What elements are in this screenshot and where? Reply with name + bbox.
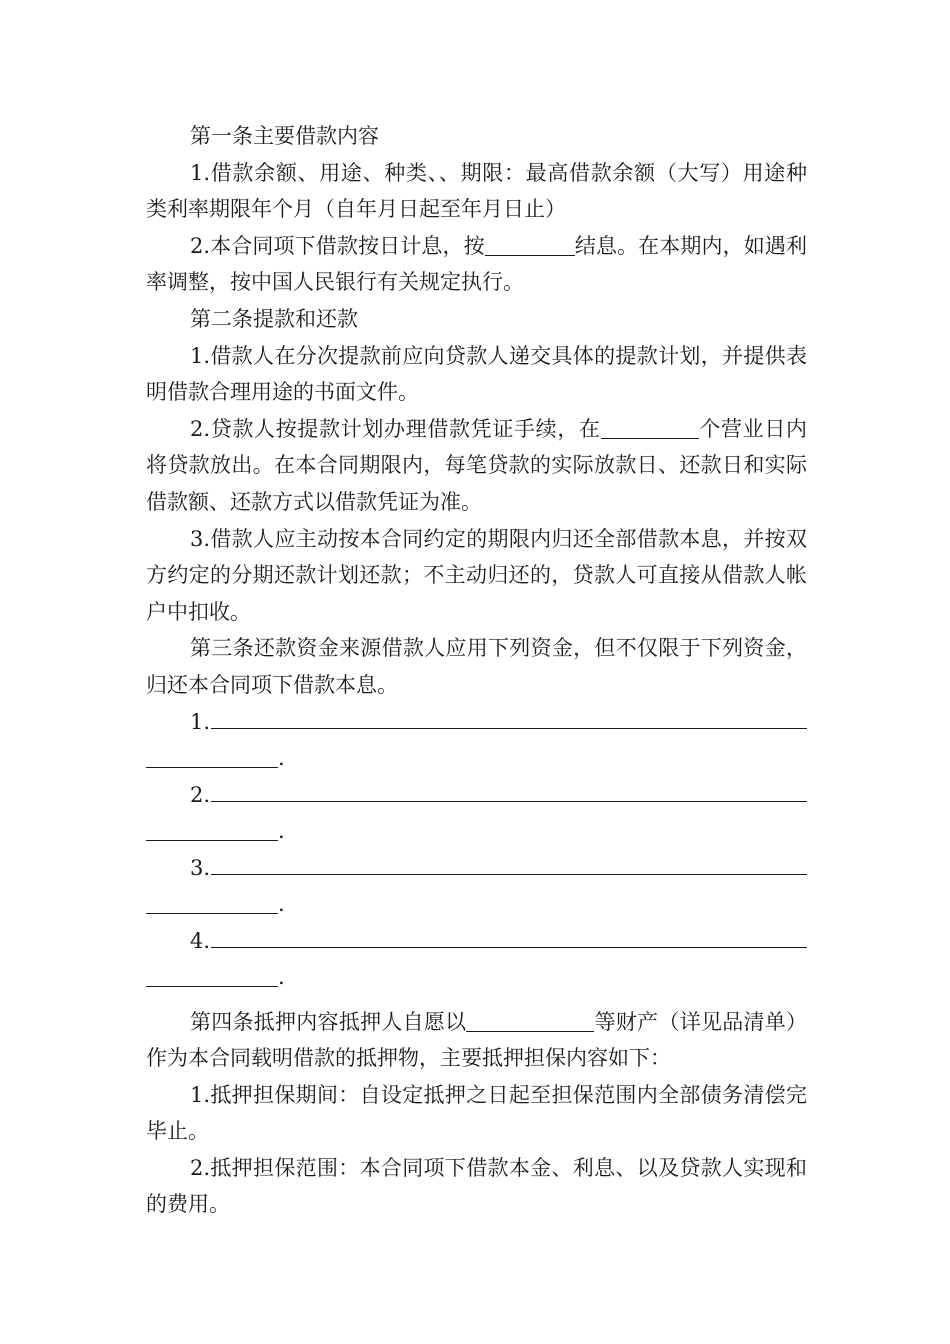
article4-item1: 1.抵押担保期间：自设定抵押之日起至担保范围内全部债务清偿完毕止。: [146, 1082, 807, 1144]
blank-field[interactable]: [466, 1009, 594, 1032]
fill-item-end: .: [278, 819, 285, 844]
blank-field[interactable]: [211, 706, 807, 729]
blank-field[interactable]: [146, 818, 278, 841]
article2-item2: [146, 411, 807, 521]
article2-heading: 第二条提款和还款: [190, 306, 358, 331]
blank-field[interactable]: [146, 745, 278, 768]
article4-text-pre: 第四条抵押内容抵押人自愿以: [190, 1009, 467, 1034]
blank-field[interactable]: [211, 852, 807, 875]
fill-item-number: 2.: [190, 782, 211, 807]
fill-item-end: .: [278, 965, 285, 990]
article4-item2: 2.抵押担保范围：本合同项下借款本金、利息、以及贷款人实现和的费用。: [146, 1155, 807, 1217]
blank-field[interactable]: [146, 891, 278, 914]
article1-heading: 第一条主要借款内容: [190, 124, 379, 148]
article4-text: [146, 1004, 807, 1077]
article3-text: 第三条还款资金来源借款人应用下列资金，但不仅限于下列资金，归还本合同项下借款本息。: [146, 636, 807, 697]
article4-text-post: 等财产（详见品清单）作为本合同载明借款的抵押物，主要抵押担保内容如下：: [146, 1009, 807, 1071]
blank-field[interactable]: [485, 233, 575, 256]
fill-item-3: [146, 850, 807, 923]
blank-field[interactable]: [601, 416, 699, 439]
fill-item-number: 1.: [190, 709, 211, 734]
article1-item2: [146, 228, 807, 301]
fill-item-4: [146, 923, 807, 996]
blank-field[interactable]: [211, 925, 807, 948]
article1-item2-text-post: 结息。在本期内，如遇利率调整，按中国人民银行有关规定执行。: [146, 233, 808, 295]
blank-field[interactable]: [146, 964, 278, 987]
article1-item2-text-pre: 2.本合同项下借款按日计息，按: [190, 233, 485, 258]
fill-item-2: [146, 777, 807, 850]
blank-field[interactable]: [211, 779, 807, 802]
fill-item-number: 4.: [190, 928, 211, 953]
fill-item-end: .: [278, 746, 285, 771]
fill-item-end: .: [278, 892, 285, 917]
article1-item1: 1.借款余额、用途、种类、、期限：最高借款余额（大写）用途种类利率期限年个月（自年月日起至年月日止）: [146, 160, 807, 222]
fill-item-1: [146, 704, 807, 777]
contract-page: [146, 118, 807, 1223]
article2-item3: 3.借款人应主动按本合同约定的期限内归还全部借款本息，并按双方约定的分期还款计划还款；不主动归还的，贷款人可直接从借款人帐户中扣收。: [146, 526, 807, 624]
article2-item2-text-post: 个营业日内将贷款放出。在本合同期限内，每笔贷款的实际放款日、还款日和实际借款额、还款方式以借款凭证为准。: [146, 416, 807, 514]
fill-item-number: 3.: [190, 855, 211, 880]
article2-item2-text-pre: 2.贷款人按提款计划办理借款凭证手续，在: [190, 416, 601, 441]
article2-item1: 1.借款人在分次提款前应向贷款人递交具体的提款计划，并提供表明借款合理用途的书面文件。: [146, 343, 807, 405]
